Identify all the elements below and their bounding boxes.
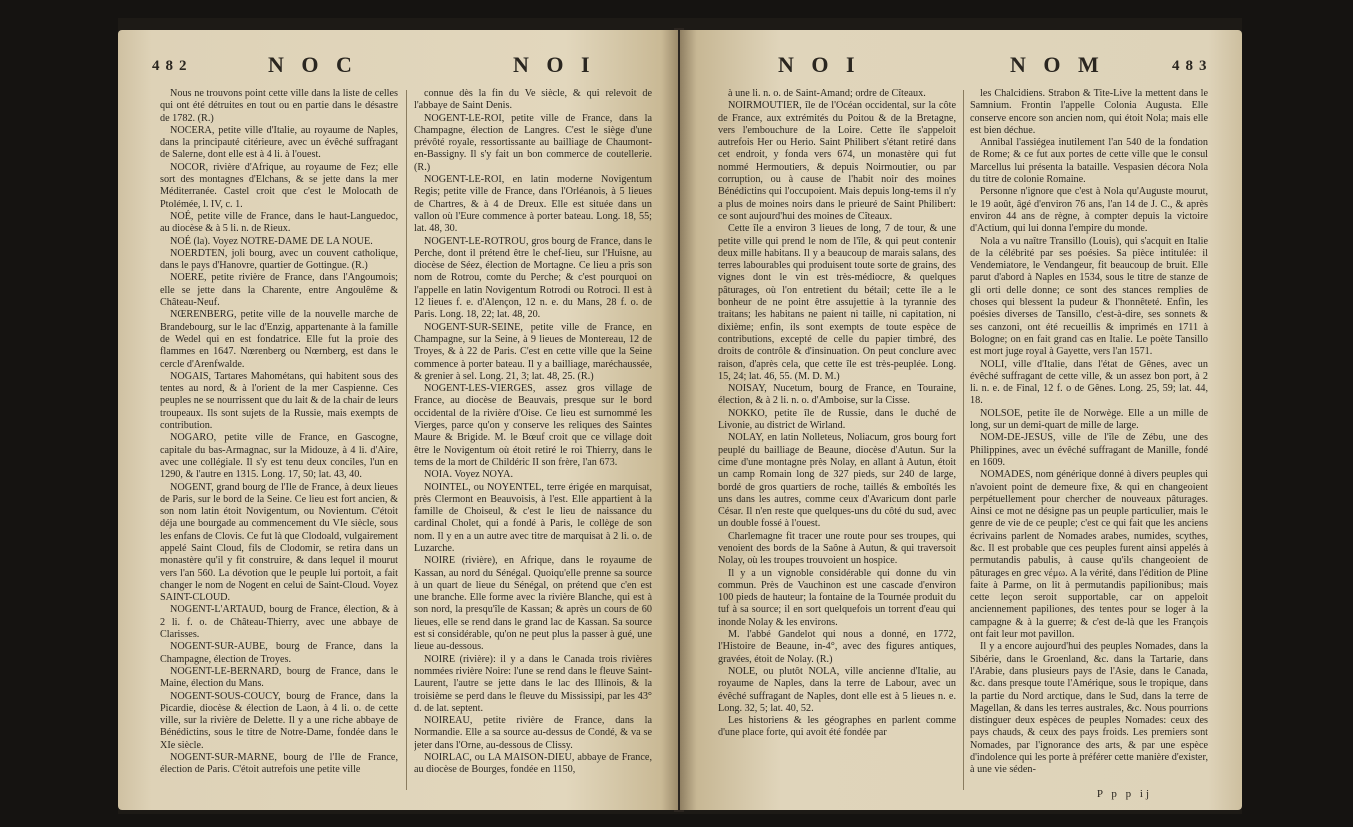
entry-paragraph: NOLE, ou plutôt NOLA, ville ancienne d'Italie, au royaume de Naples, dans la terre de Labour, avec un évêché suffragant de Naples, dont elle est à 5 lieues n. e. Long. 32, 5; lat. 40, 52. [718, 665, 956, 714]
entry-paragraph: NŒRENBERG, petite ville de la nouvelle marche de Brandebourg, sur le lac d'Enzig, appartenante à la famille de Wedel qui en est fondatrice. Elle fut la proie des flammes en 1647. Nœrenberg ou Nœrnberg, est dans le cercle d'Arenfwalde. [160, 309, 398, 370]
entry-paragraph: NOGARO, petite ville de France, en Gascogne, capitale du bas-Armagnac, sur la Midouze, à 4 li. d'Aire, avec une collégiale. Il s'y est tenu deux conciles, l'un en 1290, & l'autre en 1315. Long. 17, 50; lat. 43, 40. [160, 432, 398, 481]
right-page [680, 30, 1242, 810]
text-column [970, 88, 1208, 800]
entry-paragraph: NOÉ (la). Voyez NOTRE-DAME DE LA NOUE. [170, 235, 373, 247]
page-number: 483 [1172, 58, 1213, 74]
entry-paragraph: NOIREAU, petite rivière de France, dans la Normandie. Elle a sa source au-dessus de Condé, & va se jeter dans l'Orne, au-dessous de Clissy. [414, 715, 652, 751]
entry-paragraph: NOLSOE, petite île de Norwège. Elle a un mille de long, sur un demi-quart de mille de large. [970, 407, 1208, 432]
signature-mark: P p p ij [1096, 788, 1152, 800]
entry-paragraph: NOÉ, petite ville de France, dans le haut-Languedoc, au diocèse & à 5 li. n. de Rieux. [160, 210, 398, 235]
open-book [118, 18, 1242, 814]
left-running-head [118, 52, 678, 80]
entry-paragraph: Nola a vu naître Transillo (Louis), qui s'acquit en Italie de la célébrité par ses poésies. Sa pièce intitulée: il Vendemiatore, le Vendangeur, fit beaucoup de bruit. Elle parut d'abord à Naples en 1534, sous le titre de stanze de gli orti delle donne; ce sont des stances remplies de choses qui blessent la pudeur & l'honnêteté. Enfin, les poésies diverses de Tansillo, c'est-à-dire, ses sonnets & ses canzoni, ont été recueillis & imprimés en 1711 à Bologne; on en fait grand cas en Italie. Le poète Tansillo est mort juge royal à Gayette, vers l'an 1571. [970, 235, 1208, 358]
entry-paragraph: NOLI, ville d'Italie, dans l'état de Gênes, avec un évêché suffragant de cette ville, & un assez bon port, à 2 li. n. e. de Final, 12 f. o de Gênes. Long. 25, 59; lat. 44, 18. [970, 358, 1208, 407]
entry-paragraph: NOGENT-SUR-SEINE, petite ville de France, en Champagne, sur la Seine, à 9 lieues de Montereau, 12 de Troyes, & à 22 de Paris. C'est en cette ville que la Seine commence à porter bateau. Il y a bailliage, maréchaussée, & grenier à sel. Long. 21, 3; lat. 48, 25. (R.) [414, 321, 652, 382]
entry-paragraph: NOGENT-SUR-MARNE, bourg de l'Ile de France, élection de Paris. C'étoit autrefois une petite ville [160, 752, 398, 776]
column-rule [406, 90, 407, 790]
entry-paragraph: NOGENT-LE-ROI, petite ville de France, dans la Champagne, élection de Langres. C'est le siège d'une prévôté royale, ressortissante au bailliage de Chaumont-en-Bassigny. Il s'y fait un bon commerce de coutellerie. (R.) [414, 112, 652, 173]
entry-paragraph: NOGENT, grand bourg de l'Ile de France, à deux lieues de Paris, sur le bord de la Seine. Ce lieu est fort ancien, & son nom latin étoit Novigentum, ou Novientum. C'étoit déja une bourgade au commencement du VIe siècle, sous les enfans de Clovis. Ce fut là que Clodoald, vulgairement appelé Saint Cloud, fils de Clodomir, se retira dans un monastère qu'il y fit construire, & dans lequel il mourut vers l'an 560. La dévotion que le peuple lui portoit, a fait changer le nom de Nogent en celui de Saint-Cloud. Voyez SAINT-CLOUD. [160, 481, 398, 604]
text-column [160, 88, 398, 800]
entry-paragraph: NOLAY, en latin Nolleteus, Noliacum, gros bourg fort peuplé du bailliage de Beaune, diocèse d'Autun. Sur la cime d'une montagne près Nolay, en allant à Autun, étoit un camp Romain long de 327 pieds, sur 240 de large, bordé de gros quartiers de roche, taillés & emboîtés les uns dans les autres, comme ceux d'Avaricum dont parle César. Il n'en reste que quelques-uns du côté du sud, avec un double fossé à l'ouest. [718, 432, 956, 530]
entry-paragraph: NOMADES, nom générique donné à divers peuples qui n'avoient point de demeure fixe, & qui en changeoient perpétuellement pour chercher de nouveaux pâturages. Ainsi ce mot ne désigne pas un peuple particulier, mais le genre de vie de ce peuple; c'est ce qui fait que les anciens écrivains parlent de Nomades arabes, numides, scythes, &c. Il est probable que ces peuples furent ainsi appelés à permutandis pabulis, à cause qu'ils changeoient de pâturages en grec νέμω. A la vérité, dans l'édition de Pline faite à Parme, on lit à permutandis papilionibus; mais cette leçon seroit supportable, car on appeloit anciennement papiliones, des tentes pour se loger à la campagne & à la guerre; & c'est de-là que les François ont fait leur mot pavillon. [970, 469, 1208, 641]
page-number: 482 [152, 58, 193, 74]
entry-paragraph: NOIRE (rivière): il y a dans le Canada trois rivières nommées rivière Noire: l'une se rend dans le fleuve Saint-Laurent, l'autre se jette dans le lac des Illinois, & la troisième se perd dans le fleuve du Mississipi, par les 43° d. de lat. septent. [414, 653, 652, 714]
entry-paragraph: Nous ne trouvons point cette ville dans la liste de celles qui ont été détruites en tout ou en partie dans le désastre de 1782. (R.) [160, 88, 398, 124]
entry-paragraph: NOGAIS, Tartares Mahométans, qui habitent sous des tentes au nord, & à l'orient de la mer Caspienne. Ces peuples ne se nourrissent que du lait & de la chair de leurs troupeaux. Ils sont sujets de la Russie, mais exempts de contribution. [160, 370, 398, 432]
guide-word-right: N O I [513, 52, 596, 77]
entry-paragraph: NOERDTEN, joli bourg, avec un couvent catholique, dans le pays d'Hanovre, quartier de Gottingue. (R.) [160, 247, 398, 272]
entry-paragraph: Cette île a environ 3 lieues de long, 7 de tour, & une petite ville qui prend le nom de l'île, & qui peut contenir deux mille habitans. Il y a beaucoup de marais salans, des terres labourables qui produisent toute sorte de grains, des vignes dont le vin est très-médiocre, & quelques pâturages, où l'on entretient du bétail; cette île a le bonheur de ne point être assujettie à la tyrannie des traitans; les habitans ne paient ni taille, ni capitation, ni dixième; enfin, ils sont exempts de toute espèce de contributions, excepté de celle du papier timbré, des droits de contrôle & d'insinuation. On peut conclure avec raison, d'après cela, que cette île est très-peuplée. Long. 15, 24; lat. 46, 55. (M. D. M.) [718, 223, 956, 382]
right-running-head [680, 52, 1242, 80]
left-page [118, 30, 678, 810]
entry-paragraph: Personne n'ignore que c'est à Nola qu'Auguste mourut, le 19 août, âgé d'environ 76 ans, l'an 14 de J. C., & après environ 44 ans de règne, à compter depuis la victoire d'Actium, qui lui donna l'empire du monde. [970, 186, 1208, 235]
entry-paragraph: NOIRLAC, ou LA MAISON-DIEU, abbaye de France, au diocèse de Bourges, fondée en 1150, [414, 752, 652, 776]
guide-word-left: N O C [268, 52, 358, 77]
column-rule [963, 90, 964, 790]
entry-paragraph: Il y a un vignoble considérable qui donne du vin commun. Près de Vauchinon est une cascade d'environ 100 pieds de hauteur; la fontaine de la Tournée produit du tuf à sa source; il en sort quelquefois un torrent d'eau qui inonde Nolay & les environs. [718, 567, 956, 628]
entry-paragraph: M. l'abbé Gandelot qui nous a donné, en 1772, l'Histoire de Beaune, in-4°, avec des figures antiques, gravées, étoit de Nolay. (R.) [718, 629, 956, 665]
entry-paragraph: Charlemagne fit tracer une route pour ses troupes, qui venoient des bords de la Saône à Autun, & qui traversoit Nolay, où les troupes trouvoient un hospice. [718, 530, 956, 567]
guide-word-left: N O I [778, 52, 861, 77]
entry-paragraph: NOISAY, Nucetum, bourg de France, en Touraine, élection, & à 2 li. n. o. d'Amboise, sur la Cisse. [718, 383, 956, 407]
entry-paragraph: NOCOR, rivière d'Afrique, au royaume de Fez; elle sort des montagnes d'Elchans, & se jette dans la mer Méditerranée. Castel croit que c'est le Molocath de Ptolémée, l. IV, c. 1. [160, 161, 398, 210]
entry-paragraph: NOIA. Voyez NOYA. [424, 469, 514, 481]
entry-paragraph: NOINTEL, ou NOYENTEL, terre érigée en marquisat, près Clermont en Beauvoisis, à l'est. Elle appartient à la famille de Choiseul, & c'est le lieu de naissance du cardinal Cholet, qui a fondé à Paris, le collège de son nom. Il y en a un autre avec titre de marquisat à 2 li. o. de Luzarche. [414, 481, 652, 554]
entry-paragraph: NOERE, petite rivière de France, dans l'Angoumois; elle se jette dans la Charente, entre Angoulême & Château-Neuf. [160, 272, 398, 309]
entry-paragraph: NOM-DE-JESUS, ville de l'île de Zébu, une des Philippines, avec un évêché suffragant de Manille, fondé en 1609. [970, 432, 1208, 468]
entry-paragraph: à une li. n. o. de Saint-Amand; ordre de Cîteaux. [728, 88, 926, 99]
entry-paragraph: NOGENT-LES-VIERGES, assez gros village de France, au diocèse de Beauvais, presque sur le bord occidental de la rivière d'Oise. Ce lieu est surnommé les Vierges, parce qu'on y conserve les reliques des Saintes Maure & Brigide. M. le Bœuf croit que ce village doit être le Novigentum où étoit retiré le roi Thierry, dans le tems de la mort de Childéric II son frère, l'an 673. [414, 383, 652, 468]
entry-paragraph: Annibal l'assiégea inutilement l'an 540 de la fondation de Rome; & ce fut aux portes de cette ville que le consul Marcellus lui présenta la bataille. Vespasien décora Nola du titre de colonie Romaine. [970, 137, 1208, 186]
text-column [718, 88, 956, 800]
entry-paragraph: les Chalcidiens. Strabon & Tite-Live la mettent dans le Samnium. Frontin l'appelle Colonia Augusta. Elle conserve encore son ancien nom, qui étoit Nola; mais elle est bien déchue. [970, 88, 1208, 136]
entry-paragraph: NOCERA, petite ville d'Italie, au royaume de Naples, dans la principauté citérieure, avec un évêché suffragant de Salerne, dont elle est à 4 li. à l'ouest. [160, 124, 398, 161]
entry-paragraph: connue dès la fin du Ve siècle, & qui relevoit de l'abbaye de Saint Denis. [414, 88, 652, 112]
entry-paragraph: NOIRMOUTIER, île de l'Océan occidental, sur la côte de France, aux extrémités du Poitou & de la Bretagne, vers l'embouchure de la Loire. Cette île s'appeloit autrefois Her ou Herio. Saint Philibert s'étant retiré dans cet endroit, y fonda vers 674, un monastère qui fut nommé Hermoutiers, & depuis Noirmoutier, ou par corruption, ou à cause de l'habit noir des moines Bénédictins qui l'occupoient. Mais depuis long-tems il n'y a plus de moines noirs dans le prieuré de Saint Philibert: ce sont aujourd'hui des moines de Cîteaux. [718, 100, 956, 222]
entry-paragraph: NOKKO, petite île de Russie, dans le duché de Livonie, au district de Wirland. [718, 407, 956, 432]
entry-paragraph: NOGENT-L'ARTAUD, bourg de France, élection, & à 2 li. f. o. de Château-Thierry, avec une abbaye de Clarisses. [160, 604, 398, 641]
entry-paragraph: NOGENT-SOUS-COUCY, bourg de France, dans la Picardie, diocèse & élection de Laon, à 4 li. o. de cette ville, sur la rivière de Delette. Il y a une riche abbaye de Bénédictins, sous le titre de Notre-Dame, fondée dans le XIe siècle. [160, 690, 398, 751]
entry-paragraph: Il y a encore aujourd'hui des peuples Nomades, dans la Sibérie, dans le Groenland, &c. dans la Tartarie, dans l'Arabie, dans plusieurs pays de l'Asie, dans le Canada, &c. dans presque toute l'Amérique, sous le tropique, dans la partie du Nord arctique, dans le Sud, dans la terre de Magellan, & dans les terres australes, &c. Nous pourrions distinguer deux espèces de peuples Nomades: ceux des pays chauds, & ceux des pays froids. Les premiers sont Nomades, par l'ignorance des arts, & par une espèce d'indolence qui les porte à préférer cette manière d'exister, à une vie séden- [970, 641, 1208, 776]
entry-paragraph: NOGENT-LE-ROTROU, gros bourg de France, dans le Perche, dont il prétend être le chef-lieu, sur l'Huisne, au diocèse de Séez, élection de Mortagne. Ce lieu a pris son nom de Rotrou, comte du Perche; & c'est pourquoi on l'appelle en latin Novigentum Rotrodi ou Rotroci. Il est à 12 lieues f. e. d'Alençon, 12 n. e. du Mans, 28 f. o. de Paris. Long. 18, 22; lat. 48, 20. [414, 235, 652, 321]
entry-paragraph: NOGENT-LE-BERNARD, bourg de France, dans le Maine, élection du Mans. [160, 665, 398, 690]
entry-paragraph: Les historiens & les géographes en parlent comme d'une place forte, qui avoit été fondée par [718, 715, 956, 739]
guide-word-right: N O M [1010, 52, 1105, 77]
entry-paragraph: NOIRE (rivière), en Afrique, dans le royaume de Kassan, au nord du Sénégal. Quoiqu'elle prenne sa source à un quart de lieue du Sénégal, on prétend que c'en est une branche. Elle forme avec la rivière Blanche, qui est à son nord, la presqu'île de Kassan; & après un cours de 60 lieues, elle se rend dans le grand lac de Kassan. Sa source est si considérable, qu'on ne peut plus la passer à gué, une lieue au-dessous. [414, 555, 652, 653]
text-column [414, 88, 652, 800]
entry-paragraph: NOGENT-SUR-AUBE, bourg de France, dans la Champagne, élection de Troyes. [160, 641, 398, 665]
entry-paragraph: NOGENT-LE-ROI, en latin moderne Novigentum Regis; petite ville de France, dans l'Orléanois, à 5 lieues de Chartres, & à 4 de Dreux. Elle est située dans un vallon où l'Eure commence à porter bateau. Long. 18, 55; lat. 48, 30. [414, 174, 652, 235]
